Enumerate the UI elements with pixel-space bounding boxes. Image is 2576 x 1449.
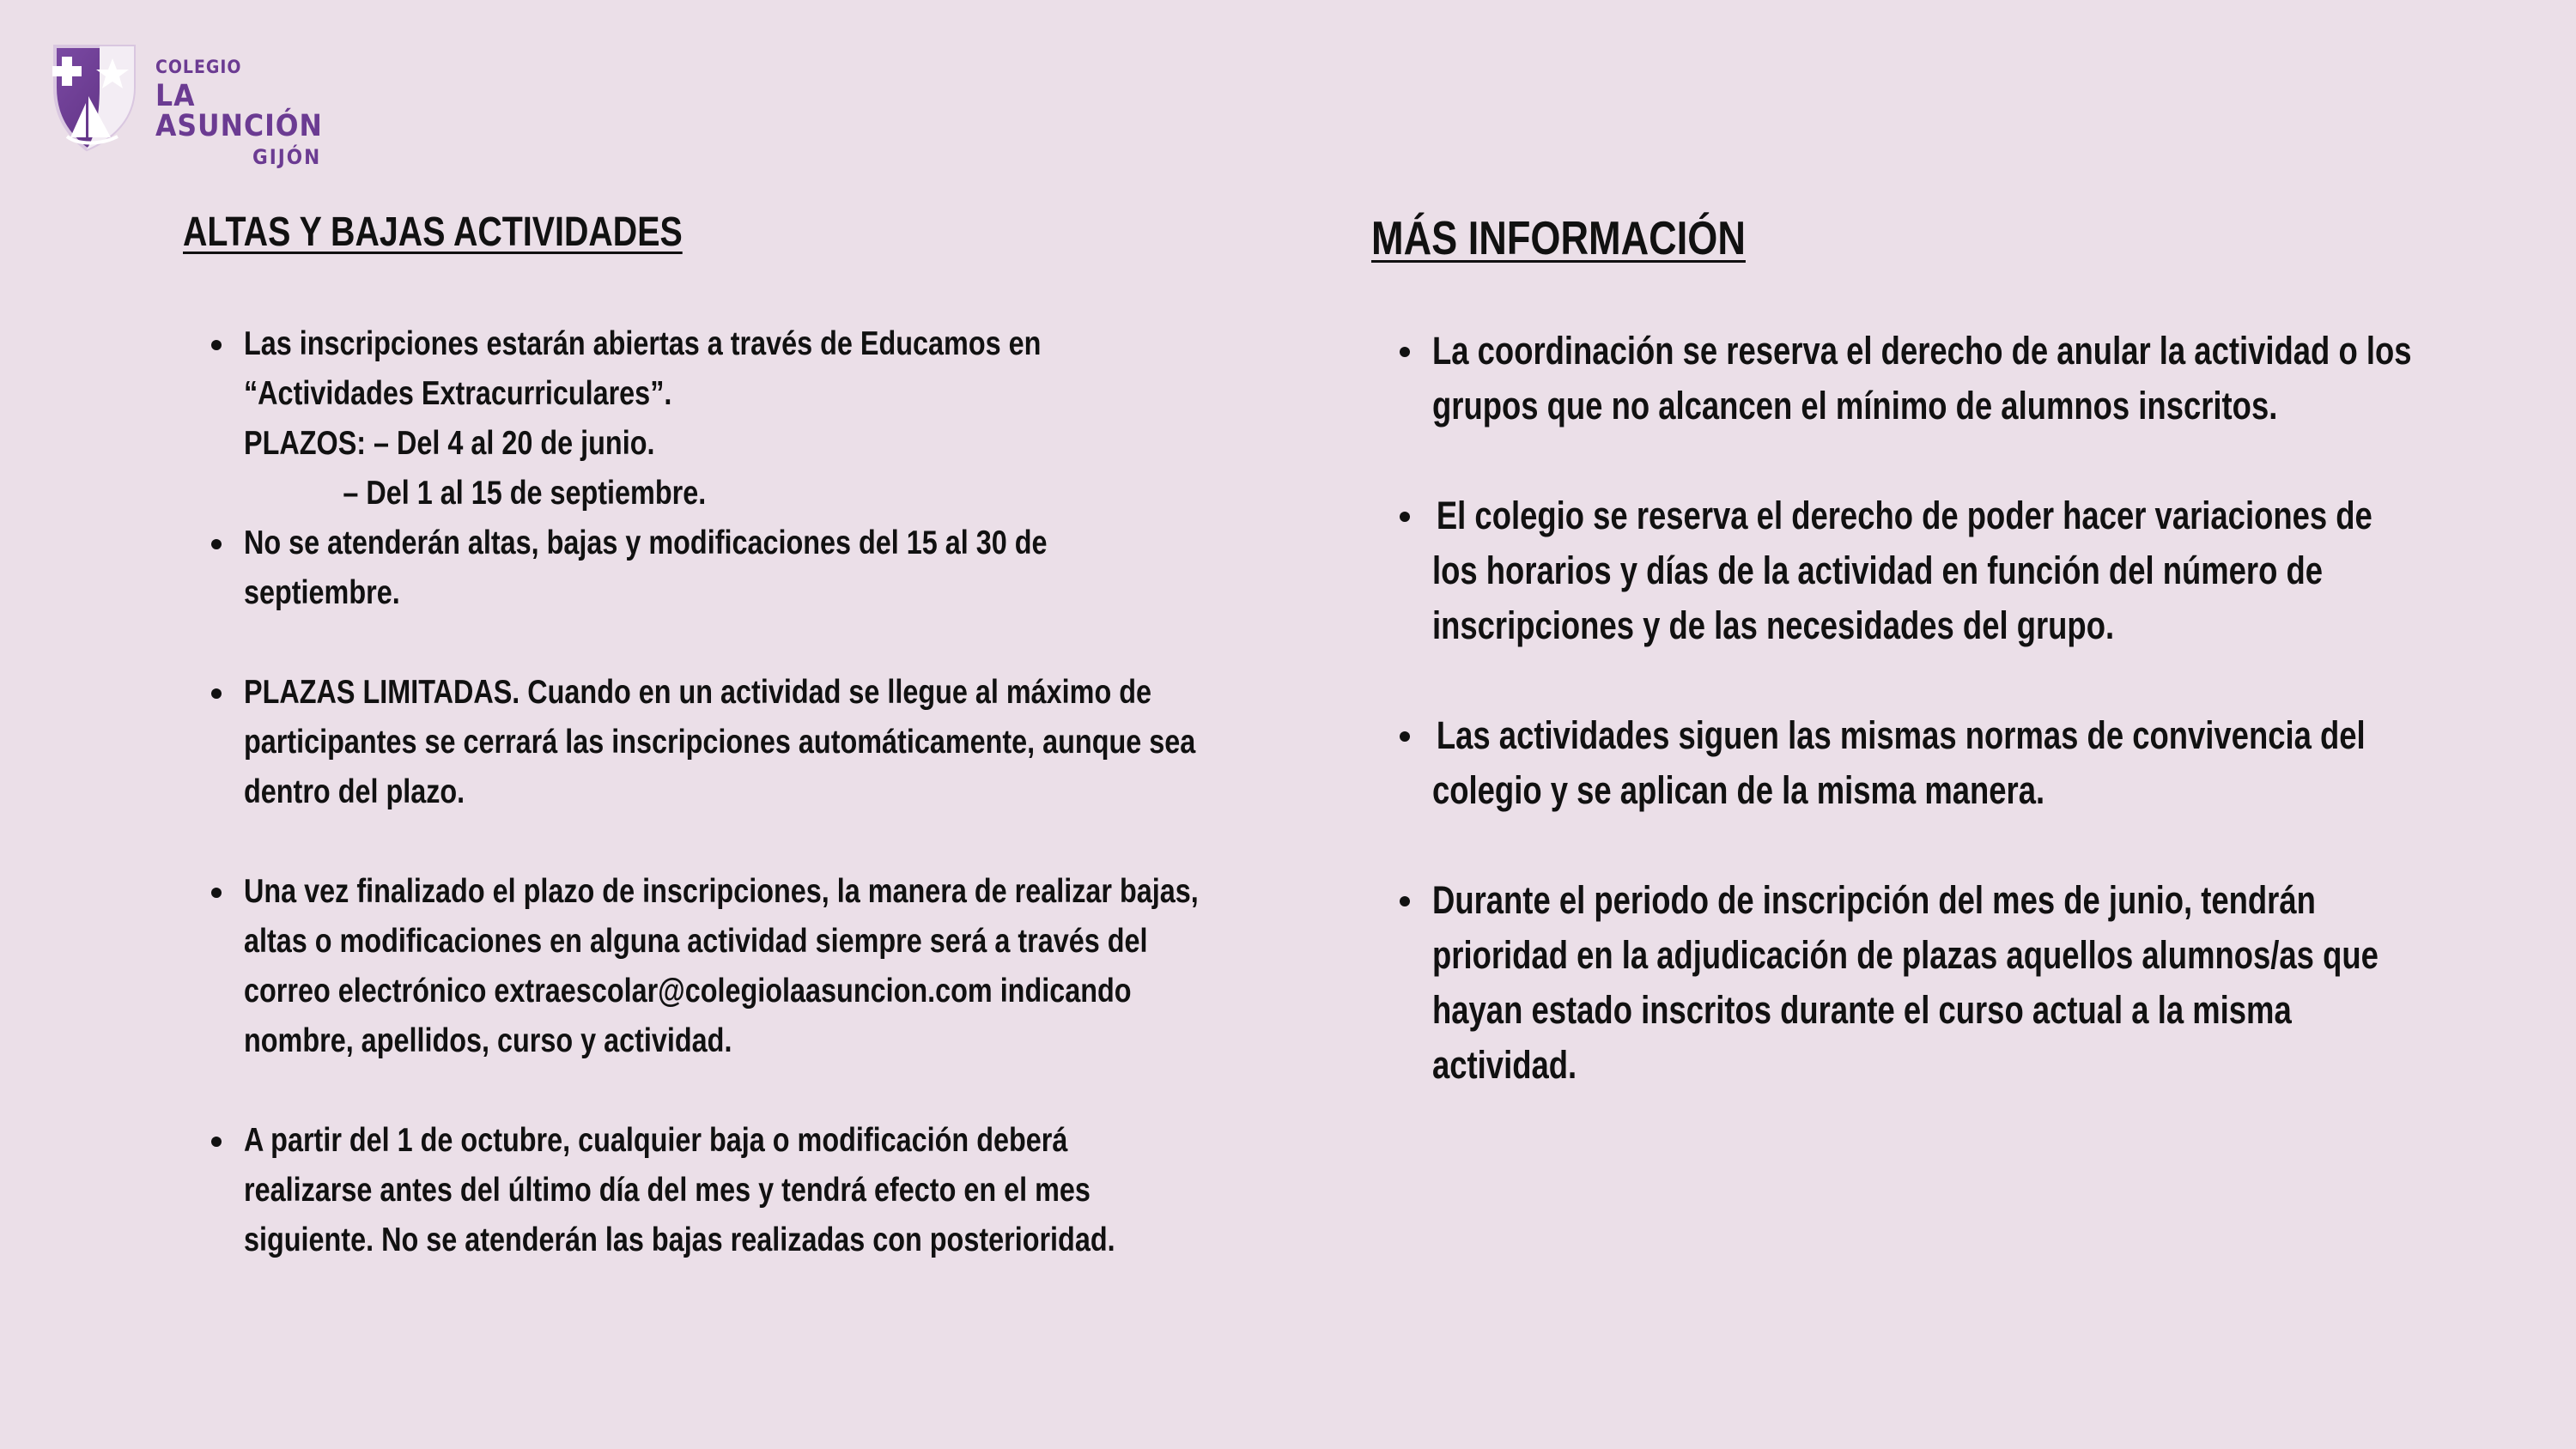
registration-email-line: correo electrónico extraescolar@colegiolaasuncion.com indicando [244, 973, 1132, 1009]
registration-text-line: “Actividades Extracurriculares”. [244, 375, 672, 412]
registration-title: ALTAS Y BAJAS ACTIVIDADES [183, 209, 683, 255]
information-text-line: El colegio se reserva el derecho de poder hacer variaciones de [1436, 494, 2372, 537]
registration-text-line: altas o modificaciones en alguna actividad siempre será a través del [244, 923, 1148, 960]
registration-text-line: siguiente. No se atenderán las bajas realizadas con posterioridad. [244, 1222, 1115, 1258]
information-text-line: actividad. [1432, 1043, 1577, 1087]
information-item [1371, 708, 2470, 818]
registration-text-line: dentro del plazo. [244, 773, 465, 810]
information-text-line: hayan estado inscritos durante el curso actual a la misma [1432, 988, 2292, 1032]
registration-text-line: realizarse antes del último día del mes y tendrá efecto en el mes [244, 1172, 1091, 1209]
registration-text-line: A partir del 1 de octubre, cualquier baja o modificación deberá [244, 1122, 1068, 1159]
registration-text-line: Las inscripciones estarán abiertas a través de Educamos en [244, 325, 1042, 362]
registration-text-line: participantes se cerrará las inscripciones automáticamente, aunque sea [244, 724, 1196, 761]
registration-item [183, 668, 1291, 817]
more-information-title: MÁS INFORMACIÓN [1371, 211, 1746, 264]
logo-city-text: GIJÓN [252, 145, 322, 169]
information-text-line: los horarios y días de la actividad en función del número de [1432, 549, 2324, 592]
information-item [1371, 488, 2470, 653]
information-item [1371, 324, 2470, 433]
school-logo [46, 41, 330, 169]
information-text-line: prioridad en la adjudicación de plazas aquellos alumnos/as que [1432, 933, 2379, 977]
information-text-line: La coordinación se reserva el derecho de anular la actividad o los [1432, 329, 2412, 373]
registration-item [183, 867, 1291, 1066]
registration-text-line: No se atenderán altas, bajas y modificaciones del 15 al 30 de [244, 524, 1048, 561]
registration-item [183, 1116, 1291, 1265]
information-text-line: inscripciones y de las necesidades del grupo. [1432, 603, 2115, 647]
logo-text [155, 58, 330, 167]
registration-dates-line: PLAZOS: – Del 4 al 20 de junio. [244, 425, 655, 462]
logo-name-text: LA ASUNCIÓN [155, 79, 323, 143]
information-text-line: grupos que no alcancen el mínimo de alumnos inscritos. [1432, 384, 2278, 427]
information-text-line: colegio y se aplican de la misma manera. [1432, 768, 2045, 812]
information-item [1371, 873, 2470, 1093]
registration-text-line: nombre, apellidos, curso y actividad. [244, 1022, 732, 1059]
logo-college-text: COLEGIO [155, 57, 242, 77]
registration-item [183, 319, 1291, 518]
registration-item [183, 518, 1291, 618]
registration-dates-line: – Del 1 al 15 de septiembre. [343, 475, 707, 512]
registration-text-line: Una vez finalizado el plazo de inscripciones, la manera de realizar bajas, [244, 873, 1199, 910]
registration-text-line: septiembre. [244, 574, 400, 611]
school-crest-icon [46, 41, 149, 153]
information-list [1371, 324, 2470, 1093]
registration-list [183, 319, 1291, 1265]
information-text-line: Las actividades siguen las mismas normas de convivencia del [1436, 713, 2366, 757]
information-text-line: Durante el periodo de inscripción del mes de junio, tendrán [1432, 878, 2316, 922]
registration-text-line: PLAZAS LIMITADAS. Cuando en un actividad se llegue al máximo de [244, 674, 1151, 711]
